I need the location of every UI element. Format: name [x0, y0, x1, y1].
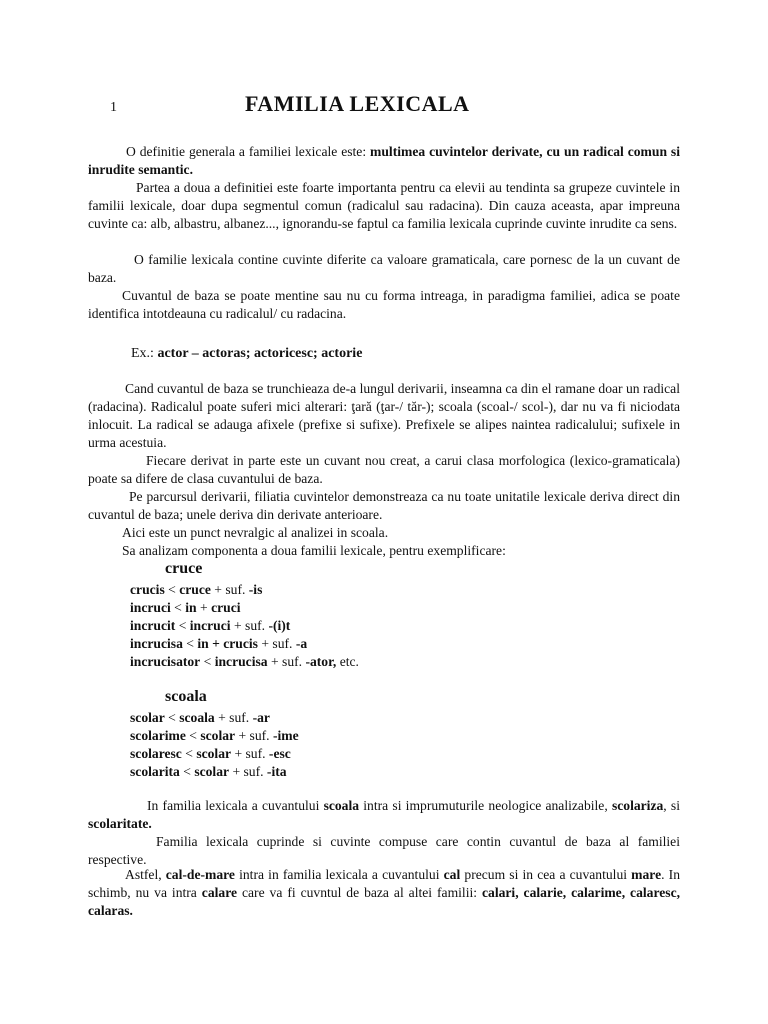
family-cruce-head: cruce	[165, 560, 203, 577]
paragraph-8: Aici este un punct nevralgic al analizei in scoala.	[122, 525, 389, 540]
definition-lead: O definitie generala a familiei lexicale este:	[126, 144, 371, 159]
family-scoala-head: scoala	[165, 688, 207, 705]
paragraph-7: Pe parcursul derivarii, filiatia cuvintelor demonstreaza ca nu toate unitatile lexicale deriva direct din cuvantul de baza; unele deriva din derivate anterioare.	[88, 489, 680, 522]
paragraph-10: In familia lexicala a cuvantului scoala intra si imprumuturile neologice analizabile, scolariza, si scolaritate.	[88, 798, 680, 831]
family-cruce-list	[130, 581, 359, 671]
list-item: incruci < in + cruci	[130, 600, 241, 615]
family-scoala-list	[130, 709, 299, 781]
list-item: scolarita < scolar + suf. -ita	[130, 764, 287, 779]
paragraph-12: Astfel, cal-de-mare intra in familia lexicala a cuvantului cal precum si in cea a cuvantului mare. In schimb, nu va intra calare care va fi cuvntul de baza al altei familii: calari, calarie, calarime, calaresc, calaras.	[88, 867, 680, 918]
example-words: actor – actoras; actoricesc; actorie	[157, 346, 363, 361]
list-item: incrucit < incruci + suf. -(i)t	[130, 618, 291, 633]
paragraph-5: Cand cuvantul de baza se trunchieaza de-a lungul derivarii, inseamna ca din el ramane doar un radical (radacina). Radicalul poate suferi mici alterari: ţară (ţar-/ tăr-); scoala (scoal-/ scol-), dar nu va fi niciodata inlocuit. La radical se adauga afixele (prefixe si sufixe). Prefixele se alipes naintea radicalului; sufixele in urma acestuia.	[88, 381, 680, 450]
list-item: incrucisa < in + crucis + suf. -a	[130, 636, 308, 651]
list-item: scolar < scoala + suf. -ar	[130, 710, 270, 725]
list-item: incrucisator < incrucisa + suf. -ator, etc.	[130, 654, 359, 669]
paragraph-2: Partea a doua a definitiei este foarte importanta pentru ca elevii au tendinta sa grupeze cuvintele in familii lexicale, doar dupa segmentul comun (radicalul sau radacina). Din cauza aceasta, apar impreuna cuvinte ca: alb, albastru, albanez..., ignorandu-se faptul ca familia lexicala cuprinde cuvinte inrudite ca sens.	[88, 180, 680, 231]
page-title: FAMILIA LEXICALA	[245, 91, 470, 116]
paragraph-6: Fiecare derivat in parte este un cuvant nou creat, a carui clasa morfologica (lexico-gramaticala) poate sa difere de clasa cuvantului de baza.	[88, 453, 680, 486]
paragraph-4: Cuvantul de baza se poate mentine sau nu cu forma intreaga, in paradigma familiei, adica se poate identifica intotdeauna cu radicalul/ cu radacina.	[88, 288, 680, 321]
list-item: scolaresc < scolar + suf. -esc	[130, 746, 291, 761]
page-number: 1	[110, 100, 117, 115]
list-item: crucis < cruce + suf. -is	[130, 582, 263, 597]
definition-bold: multimea cuvintelor derivate, cu un radical comun si inrudite semantic.	[88, 144, 680, 177]
paragraph-9: Sa analizam componenta a doua familii lexicale, pentru exemplificare:	[122, 543, 506, 558]
example-line	[131, 346, 362, 362]
example-label: Ex.:	[131, 346, 158, 361]
definition-paragraph	[88, 143, 680, 179]
list-item: scolarime < scolar + suf. -ime	[130, 728, 299, 743]
paragraph-3: O familie lexicala contine cuvinte diferite ca valoare gramaticala, care pornesc de la un cuvant de baza.	[88, 252, 680, 285]
paragraph-11: Familia lexicala cuprinde si cuvinte compuse care contin cuvantul de baza al familiei respective.	[88, 834, 680, 867]
